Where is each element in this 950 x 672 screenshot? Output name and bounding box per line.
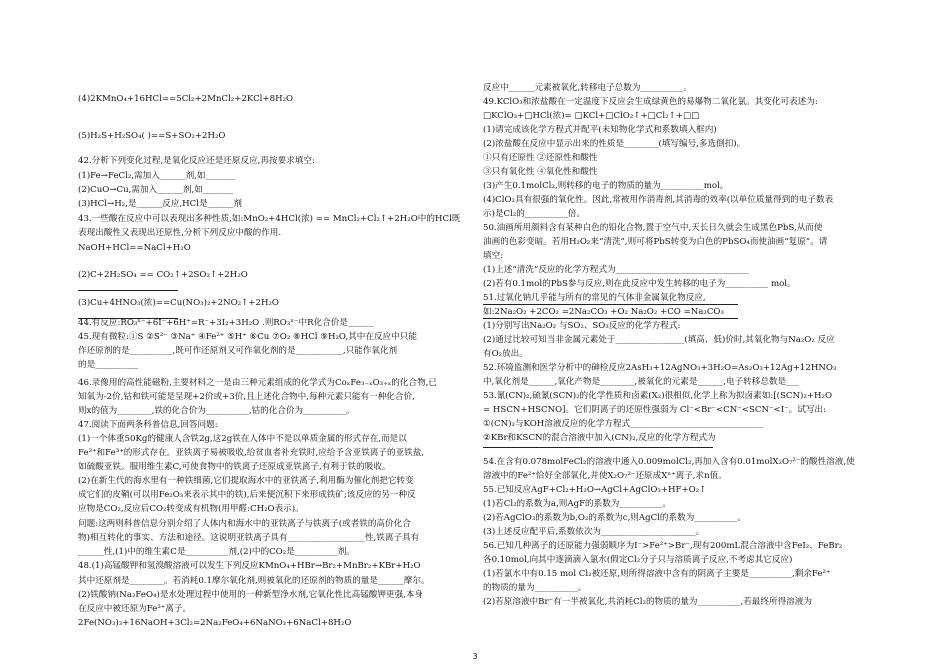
text-line: (2)浓盐酸在反应中显示出来的性质是________(填写编号,多选倒扣)。 xyxy=(483,139,746,149)
text-line: 应物是CO₂,反应后CO₂转变成有机物(用甲醛:CH₂O表示)。 xyxy=(78,504,304,514)
text-line: 物)相互转化的事实、方法和途径。这说明亚铁离子具有__________________性,铁离子具有 xyxy=(78,533,420,543)
text-line: ①(CN)₂与KOH溶液反应的化学方程式_______________________________ xyxy=(483,419,764,429)
text-line: (3)上述反应配平后,系数依次为______________________。 xyxy=(483,527,705,537)
text-line: 溶液中的Fe²⁺恰好全部氧化,并使X₂O₇²⁻还原成Xⁿ⁺离子,求n值。 xyxy=(483,471,727,481)
text-line: ②KBr和KSCN的混合溶液中加入(CN)₂,反应的化学方程式为 xyxy=(483,433,716,443)
text-line: (2)通过比较可知当非金属元素处于________________(填高、低)价时,其氧化物与Na₂O₂ 反应 xyxy=(483,335,835,345)
text-line: 作还原剂的是__________,既可作还原剂又可作氧化剂的是___________,只能作氧化剂 xyxy=(78,346,398,356)
text-line: 54.在含有0.078molFeCl₂的溶液中通入0.009molCl₂,再加入含有0.01molX₂O₇²⁻的酸性溶液,使 xyxy=(483,457,855,467)
text-line: (4)2KMnO₄+16HCl==5Cl₂+2MnCl₂+2KCl+8H₂O xyxy=(78,94,294,104)
text-line: 示)是Cl₂的__________倍。 xyxy=(483,209,586,219)
text-line: 如:2Na₂O₂ +2CO₂ =2Na₂CO₃ +O₂ Na₂O₂ +CO =Na₂CO₃ xyxy=(483,307,724,317)
text-line: 51.过氧化钠几乎能与所有的常见的气体非金属氧化物反应, xyxy=(483,293,706,303)
text-line: ①只有还原性 ②还原性和酸性 xyxy=(483,153,598,163)
text-line: 2Fe(NO₃)₃+16NaOH+3Cl₂=2Na₂FeO₄+6NaNO₃+6NaCl+8H₂O xyxy=(78,618,352,628)
text-line: (2)若有0.1mol的PbS参与反应,则在此反应中发生转移的电子为__________ mol。 xyxy=(483,279,796,289)
text-line: (1)上述“清洗”反应的化学方程式为_______________________________ xyxy=(483,265,749,275)
text-line: 油画的色彩变暗。若用H₂O₂来“清洗”,则可将PbS转变为白色的PbSO₄而使油画“复原”。请 xyxy=(483,237,828,247)
text-line: 则x的值为________,铁的化合价为__________,钴的化合价为__________。 xyxy=(78,406,355,416)
text-line: (2)在新生代的海水里有一种铁细菌,它们提取海水中的亚铁离子,利用酶为催化剂把它转变 xyxy=(78,476,414,486)
text-line: (4)ClO₂具有很强的氧化性。因此,常被用作消毒剂,其消毒的效率(以单位质量得到的电子数表 xyxy=(483,195,834,205)
text-line: (5)H₂S+H₂SO₄( )==S+SO₂+2H₂O xyxy=(78,131,226,141)
text-line: (2)若AgClO₃的系数为b,O₂的系数为c,则AgCl的系数为__________。 xyxy=(483,513,746,523)
text-line: 问题:这两则科普信息分别介绍了人体内和海水中的亚铁离子与铁离子(或者铁的高价化合 xyxy=(78,519,411,529)
text-line: (1)若氯水中有0.15 mol Cl₂被还原,则所得溶液中含有的阴离子主要是__________,剩余Fe²⁺ xyxy=(483,569,831,579)
text-line: 反应中______元素被氧化,转移电子总数为__________。 xyxy=(483,83,692,93)
text-line: (3)产生0.1molCl₂,则转移的电子的物质的量为__________mol。 xyxy=(483,181,729,191)
text-line: 43.一些酸在反应中可以表现出多种性质,如:MnO₂+4HCl(浓) == MnCl₂+Cl₂↑+2H₂O中的HCl既 xyxy=(78,214,461,224)
text-line: (3)HCl→H₂,是______反应,HCl是______剂 xyxy=(78,199,242,209)
text-line: 的是__________ xyxy=(78,360,139,370)
text-line: 52.环境监测和医学分析中的砷检反应2AsH₃+12AgNO₃+3H₂O=As₂O₃+12Ag+12HNO₃ xyxy=(483,363,837,373)
text-line: 44.有反应:RO₃ⁿ⁻+6I⁻+6H⁺=R⁻+3I₂+3H₂O .则RO₃ⁿ⁻中R化合价是______ xyxy=(78,318,374,328)
text-line: 有O₂放出。 xyxy=(483,349,528,359)
text-line: (2)CuO→Cu,需加入______剂,如_______ xyxy=(78,185,233,195)
text-line: 其中还原剂是________。若消耗0.1摩尔氧化剂,则被氧化的还原剂的物质的量是______摩尔。 xyxy=(78,576,430,586)
text-line: (1)请完成该化学方程式并配平(未知物化学式和系数填入框内) xyxy=(483,125,717,135)
text-line: 47.阅读下面两条科普信息,回答问题: xyxy=(78,420,218,430)
text-line: 55.已知反应AgF+Cl₂+H₂O→AgCl+AgClO₃+HF+O₂↑ xyxy=(483,485,707,495)
text-line: (2)C+2H₂SO₄ == CO₂↑+2SO₂↑+2H₂O xyxy=(78,270,248,280)
text-line: 中,氧化剂是______,氧化产物是________,被氧化的元素是______,电子转移总数是___ xyxy=(483,377,800,387)
text-line: □KClO₃+□HCl(浓)= □KCl+□ClO₂↑+□Cl₂↑+□□ xyxy=(483,111,700,121)
text-line: 在反应中被还原为Fe³⁺离子。 xyxy=(78,604,192,614)
text-line: 填空: xyxy=(483,251,504,261)
text-line: (1)若Cl₂的系数为a,则AgF的系数为__________。 xyxy=(483,499,671,509)
text-line: 49.KClO₃和浓盐酸在一定温度下反应会生成绿黄色的易爆物二氧化氯。其变化可表述为: xyxy=(483,97,818,107)
text-line: NaOH+HCl==NaCl+H₂O xyxy=(78,243,191,253)
answer-line xyxy=(483,304,738,305)
answer-line xyxy=(78,290,178,291)
text-line: 成它们的皮鞘(可以用Fe₂O₃来表示其中的铁),后来便沉积下来形成铁矿;该反应的另一种反 xyxy=(78,490,416,500)
answer-line xyxy=(483,318,738,319)
answer-line xyxy=(78,318,178,319)
text-line: (3)Cu+4HNO₃(浓)==Cu(NO₃)₂+2NO₂↑+2H₂O xyxy=(78,298,279,308)
text-line: 42.分析下列变化过程,是氧化反应还是还原反应,再按要求填空: xyxy=(78,156,315,166)
text-line: 50.油画所用颜料含有某种白色的铅化合物,置于空气中,天长日久就会生成黑色PbS,从而使 xyxy=(483,223,823,233)
text-line: 知氧为-2价,钴和铁可能是呈现+2价或+3价,且上述化合物中,每种元素只能有一种化合价, xyxy=(78,392,415,402)
text-line: 48.(1)高锰酸钾和氢溴酸溶液可以发生下列反应KMnO₄+HBr→Br₂+MnBr₂+KBr+H₂O xyxy=(78,561,421,571)
text-line: Fe²⁺和Fe³⁺的形式存在。亚铁离子易被吸收,给贫血者补充铁时,应给予含亚铁离子的亚铁盐, xyxy=(78,448,425,458)
text-line: 53.氰(CN)₂,硫氰(SCN)₂的化学性质和卤素(X₂)很相似,化学上称为拟卤素如:[(SCN)₂+H₂O xyxy=(483,391,833,401)
text-line: (1)分别写出Na₂O₂ 与SO₂、SO₃反应的化学方程式: xyxy=(483,321,681,331)
text-line: = HSCN+HSCNO]。它们阴离子的还原性强弱为 Cl⁻<Br⁻<CN⁻<SCN⁻<I⁻。试写出: xyxy=(483,405,826,415)
text-line: 56.已知几种离子的还原能力强弱顺序为I⁻>Fe²⁺>Br⁻,现有200mL混合溶液中含FeI₂、FeBr₂ xyxy=(483,541,843,551)
text-line: (1)Fe→FeCl₂,需加入______剂,如_______ xyxy=(78,171,236,181)
text-line: 46.录像用的高性能磁粉,主要材料之一是由三种元素组成的化学式为CoₓFe₃₋ₓO₃₊ₓ的化合物,已 xyxy=(78,378,437,388)
text-line: (1)一个体重50Kg的健康人含铁2g,这2g铁在人体中不是以单质金属的形式存在,而是以 xyxy=(78,434,407,444)
text-line: 如硫酸亚铁。服用维生素C,可使食物中的铁离子还原成亚铁离子,有利于铁的吸收。 xyxy=(78,462,391,472)
text-line: 45.现有微粒:①S ②S²⁻ ③Na⁺ ④Fe²⁺ ⑤H⁺ ⑥Cu ⑦O₂ ⑧HCl ⑨H₂O,其中在反应中只能 xyxy=(78,332,417,342)
text-line: 表现出酸性又表现出还原性,分析下列反应中酸的作用. xyxy=(78,228,282,238)
text-line: 各0.10mol,向其中逐滴滴入氯水(假定Cl₂分子只与溶质离子反应,不考虑其它反应) xyxy=(483,555,793,565)
text-line: ③只有氧化性 ④氧化性和酸性 xyxy=(483,167,598,177)
page-number: 3 xyxy=(472,652,478,661)
text-line: (2)若原溶液中Br⁻有一半被氧化,共消耗Cl₂的物质的量为__________,若最终所得溶液为 xyxy=(483,597,812,607)
text-line: (2)铁酸钠(Na₂FeO₄)是水处理过程中使用的一种新型净水剂,它氧化性比高锰酸钾更强,本身 xyxy=(78,590,424,600)
text-line: ______性,(1)中的维生素C是__________剂,(2)中的CO₂是__________剂。 xyxy=(78,547,355,557)
answer-line xyxy=(483,447,713,448)
text-line: 的物质的量为__________。 xyxy=(483,583,587,593)
